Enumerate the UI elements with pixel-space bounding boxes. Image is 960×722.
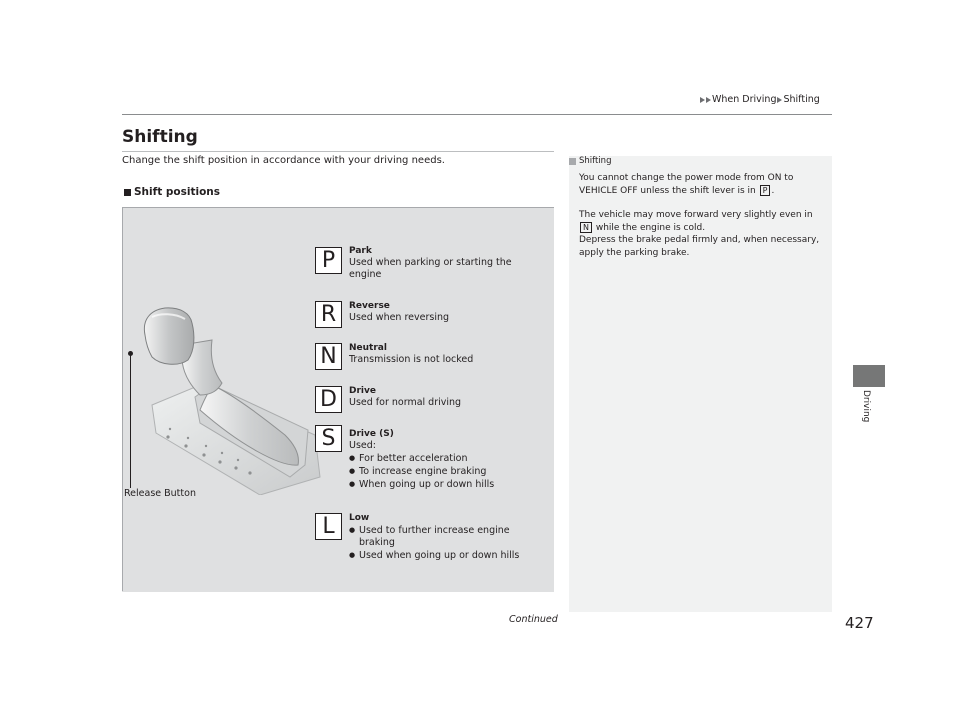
note-header	[569, 156, 611, 166]
header-divider	[122, 114, 832, 115]
section-heading	[124, 186, 220, 198]
chapter-tab-label: Driving	[861, 390, 871, 423]
page-title: Shifting	[122, 127, 198, 147]
gear-bullet: ● When going up or down hills	[349, 478, 539, 491]
gear-l-box	[315, 513, 342, 540]
gear-key-badge: P	[760, 185, 771, 196]
chapter-tab-label-wrap	[853, 390, 885, 430]
section-heading-text: Shift positions	[134, 186, 221, 198]
gear-p-box	[315, 247, 342, 274]
gear-name: Park	[349, 246, 372, 256]
gear-description-line: Used for normal driving	[349, 397, 462, 408]
breadcrumb-arrow-icon	[700, 97, 705, 103]
continued-label: Continued	[509, 614, 558, 625]
release-button-label: Release Button	[124, 488, 196, 499]
gear-l-description	[349, 512, 529, 562]
gear-description-line: Transmission is not locked	[349, 354, 474, 365]
gear-n-description	[349, 342, 539, 366]
gear-name: Drive (S)	[349, 429, 394, 439]
breadcrumb-arrow-icon	[777, 97, 782, 103]
note-paragraph	[579, 209, 829, 234]
gear-bullet: ● For better acceleration	[349, 452, 539, 465]
gear-bullet: ● Used to further increase engine braking	[349, 524, 529, 549]
note-text: You cannot change the power mode from ON to VEHICLE OFF unless the shift lever is in	[579, 173, 794, 196]
gear-letter: N	[320, 343, 337, 369]
gear-n-box	[315, 343, 342, 370]
gear-letter: S	[321, 425, 336, 451]
title-divider	[122, 151, 554, 152]
gear-s-box	[315, 425, 342, 452]
breadcrumb-item[interactable]: When Driving	[712, 94, 777, 105]
shift-lever-illustration	[140, 305, 330, 495]
page-number: 427	[845, 614, 874, 632]
breadcrumb-arrow-icon	[706, 97, 711, 103]
gear-name: Low	[349, 513, 370, 523]
note-paragraph	[579, 172, 829, 197]
gear-letter: R	[320, 301, 337, 327]
gear-name: Neutral	[349, 343, 387, 353]
breadcrumb-item[interactable]: Shifting	[783, 94, 820, 105]
note-text: while the engine is cold.	[592, 222, 706, 233]
note-text: .	[771, 185, 775, 196]
gear-r-box	[315, 301, 342, 328]
intro-text: Change the shift position in accordance with your driving needs.	[122, 155, 445, 166]
note-body	[579, 172, 829, 259]
gear-description-line: Used when reversing	[349, 312, 450, 323]
gear-letter: D	[320, 386, 337, 412]
figure-border	[122, 207, 123, 591]
gear-name: Reverse	[349, 301, 390, 311]
gear-r-description	[349, 300, 539, 324]
gear-description-line: Used:	[349, 440, 376, 451]
gear-name: Drive	[349, 386, 376, 396]
gear-s-description	[349, 428, 539, 491]
gear-d-box	[315, 386, 342, 413]
gear-p-description	[349, 245, 539, 281]
callout-line	[130, 353, 131, 488]
square-bullet-icon	[124, 189, 131, 196]
gear-d-description	[349, 385, 539, 409]
gear-key-badge: N	[580, 222, 592, 233]
gear-description-line: Used when parking or starting the engine	[349, 257, 512, 280]
gear-letter: P	[321, 247, 336, 273]
note-marker-icon	[569, 158, 576, 165]
breadcrumb	[700, 94, 820, 105]
note-text: The vehicle may move forward very slightly even in	[579, 210, 813, 220]
gear-letter: L	[322, 513, 335, 539]
note-title: Shifting	[579, 156, 612, 166]
note-paragraph: Depress the brake pedal firmly and, when necessary, apply the parking brake.	[579, 235, 820, 258]
chapter-tab[interactable]	[853, 365, 885, 387]
gear-bullet: ● To increase engine braking	[349, 465, 539, 478]
gear-bullet: ● Used when going up or down hills	[349, 549, 529, 562]
paragraph-gap	[579, 197, 829, 209]
